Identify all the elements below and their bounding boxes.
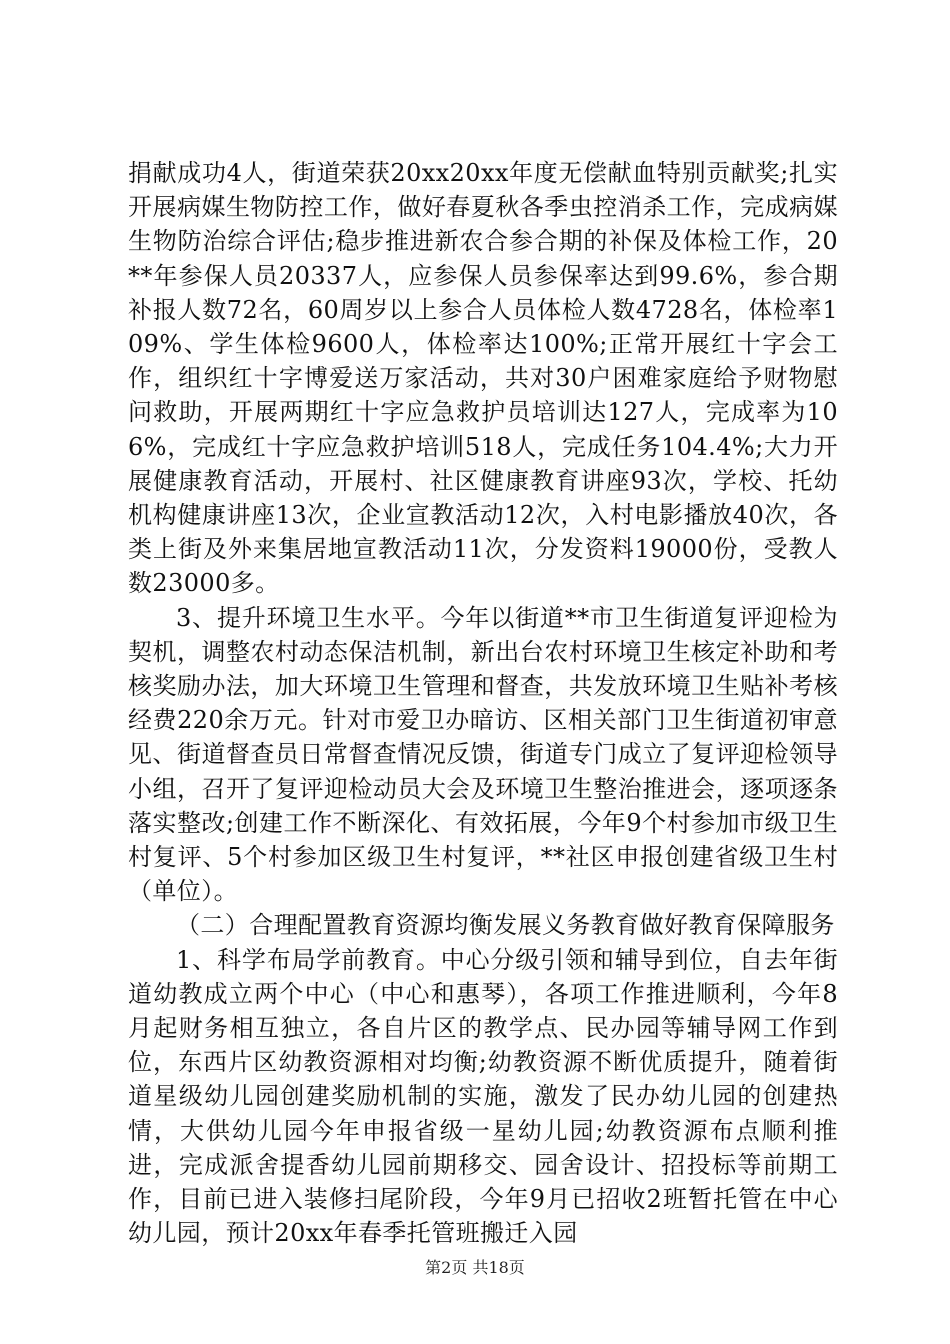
paragraph-item-3-environment: 3、提升环境卫生水平。今年以街道**市卫生街道复评迎检为契机，调整农村动态保洁机制，新出台农村环境卫生核定补助和考核奖励办法，加大环境卫生管理和督查，共发放环境卫生贴补考核经费220余万元。针对市爱卫办暗访、区相关部门卫生街道初审意见、街道督查员日常督查情况反馈，街道专门成立了复评迎检领导小组，召开了复评迎检动员大会及环境卫生整治推进会，逐项逐条落实整改;创建工作不断深化、有效拓展，今年9个村参加市级卫生村复评、5个村参加区级卫生村复评，**社区申报创建省级卫生村（单位）。 bbox=[128, 603, 838, 906]
section-heading-education: （二）合理配置教育资源均衡发展义务教育做好教育保障服务 bbox=[176, 911, 835, 940]
paragraph-continuation: 捐献成功4人，街道荣获20xx20xx年度无偿献血特别贡献奖;扎实开展病媒生物防控工作，做好春夏秋各季虫控消杀工作，完成病媒生物防治综合评估;稳步推进新农合参合期的补保及体检工作，20**年参保人员20337人，应参保人员参保率达到99.6%，参合期补报人数72名，60周岁以上参合人员体检人数4728名，体检率109%、学生体检9600人，体检率达100%;正常开展红十字会工作，组织红十字博爱送万家活动，共对30户困难家庭给予财物慰问救助，开展两期红十字应急救护员培训达127人，完成率为106%，完成红十字应急救护培训518人，完成任务104.4%;大力开展健康教育活动，开展村、社区健康教育讲座93次，学校、托幼机构健康讲座13次，企业宣教活动12次，入村电影播放40次，各类上街及外来集居地宣教活动11次，分发资料19000份，受教人数23000多。 bbox=[128, 159, 838, 598]
page-number-footer: 第2页 共18页 bbox=[425, 1258, 525, 1277]
paragraph-item-1-preschool: 1、科学布局学前教育。中心分级引领和辅导到位，自去年街道幼教成立两个中心（中心和惠琴），各项工作推进顺利，今年8月起财务相互独立，各自片区的教学点、民办园等辅导网工作到位，东西片区幼教资源相对均衡;幼教资源不断优质提升，随着街道星级幼儿园创建奖励机制的实施，激发了民办幼儿园的创建热情，大供幼儿园今年申报省级一星幼儿园;幼教资源布点顺利推进，完成派舍提香幼儿园前期移交、园舍设计、招投标等前期工作，目前已进入装修扫尾阶段，今年9月已招收2班暂托管在中心幼儿园，预计20xx年春季托管班搬迁入园 bbox=[128, 945, 838, 1248]
document-body bbox=[128, 156, 838, 1251]
